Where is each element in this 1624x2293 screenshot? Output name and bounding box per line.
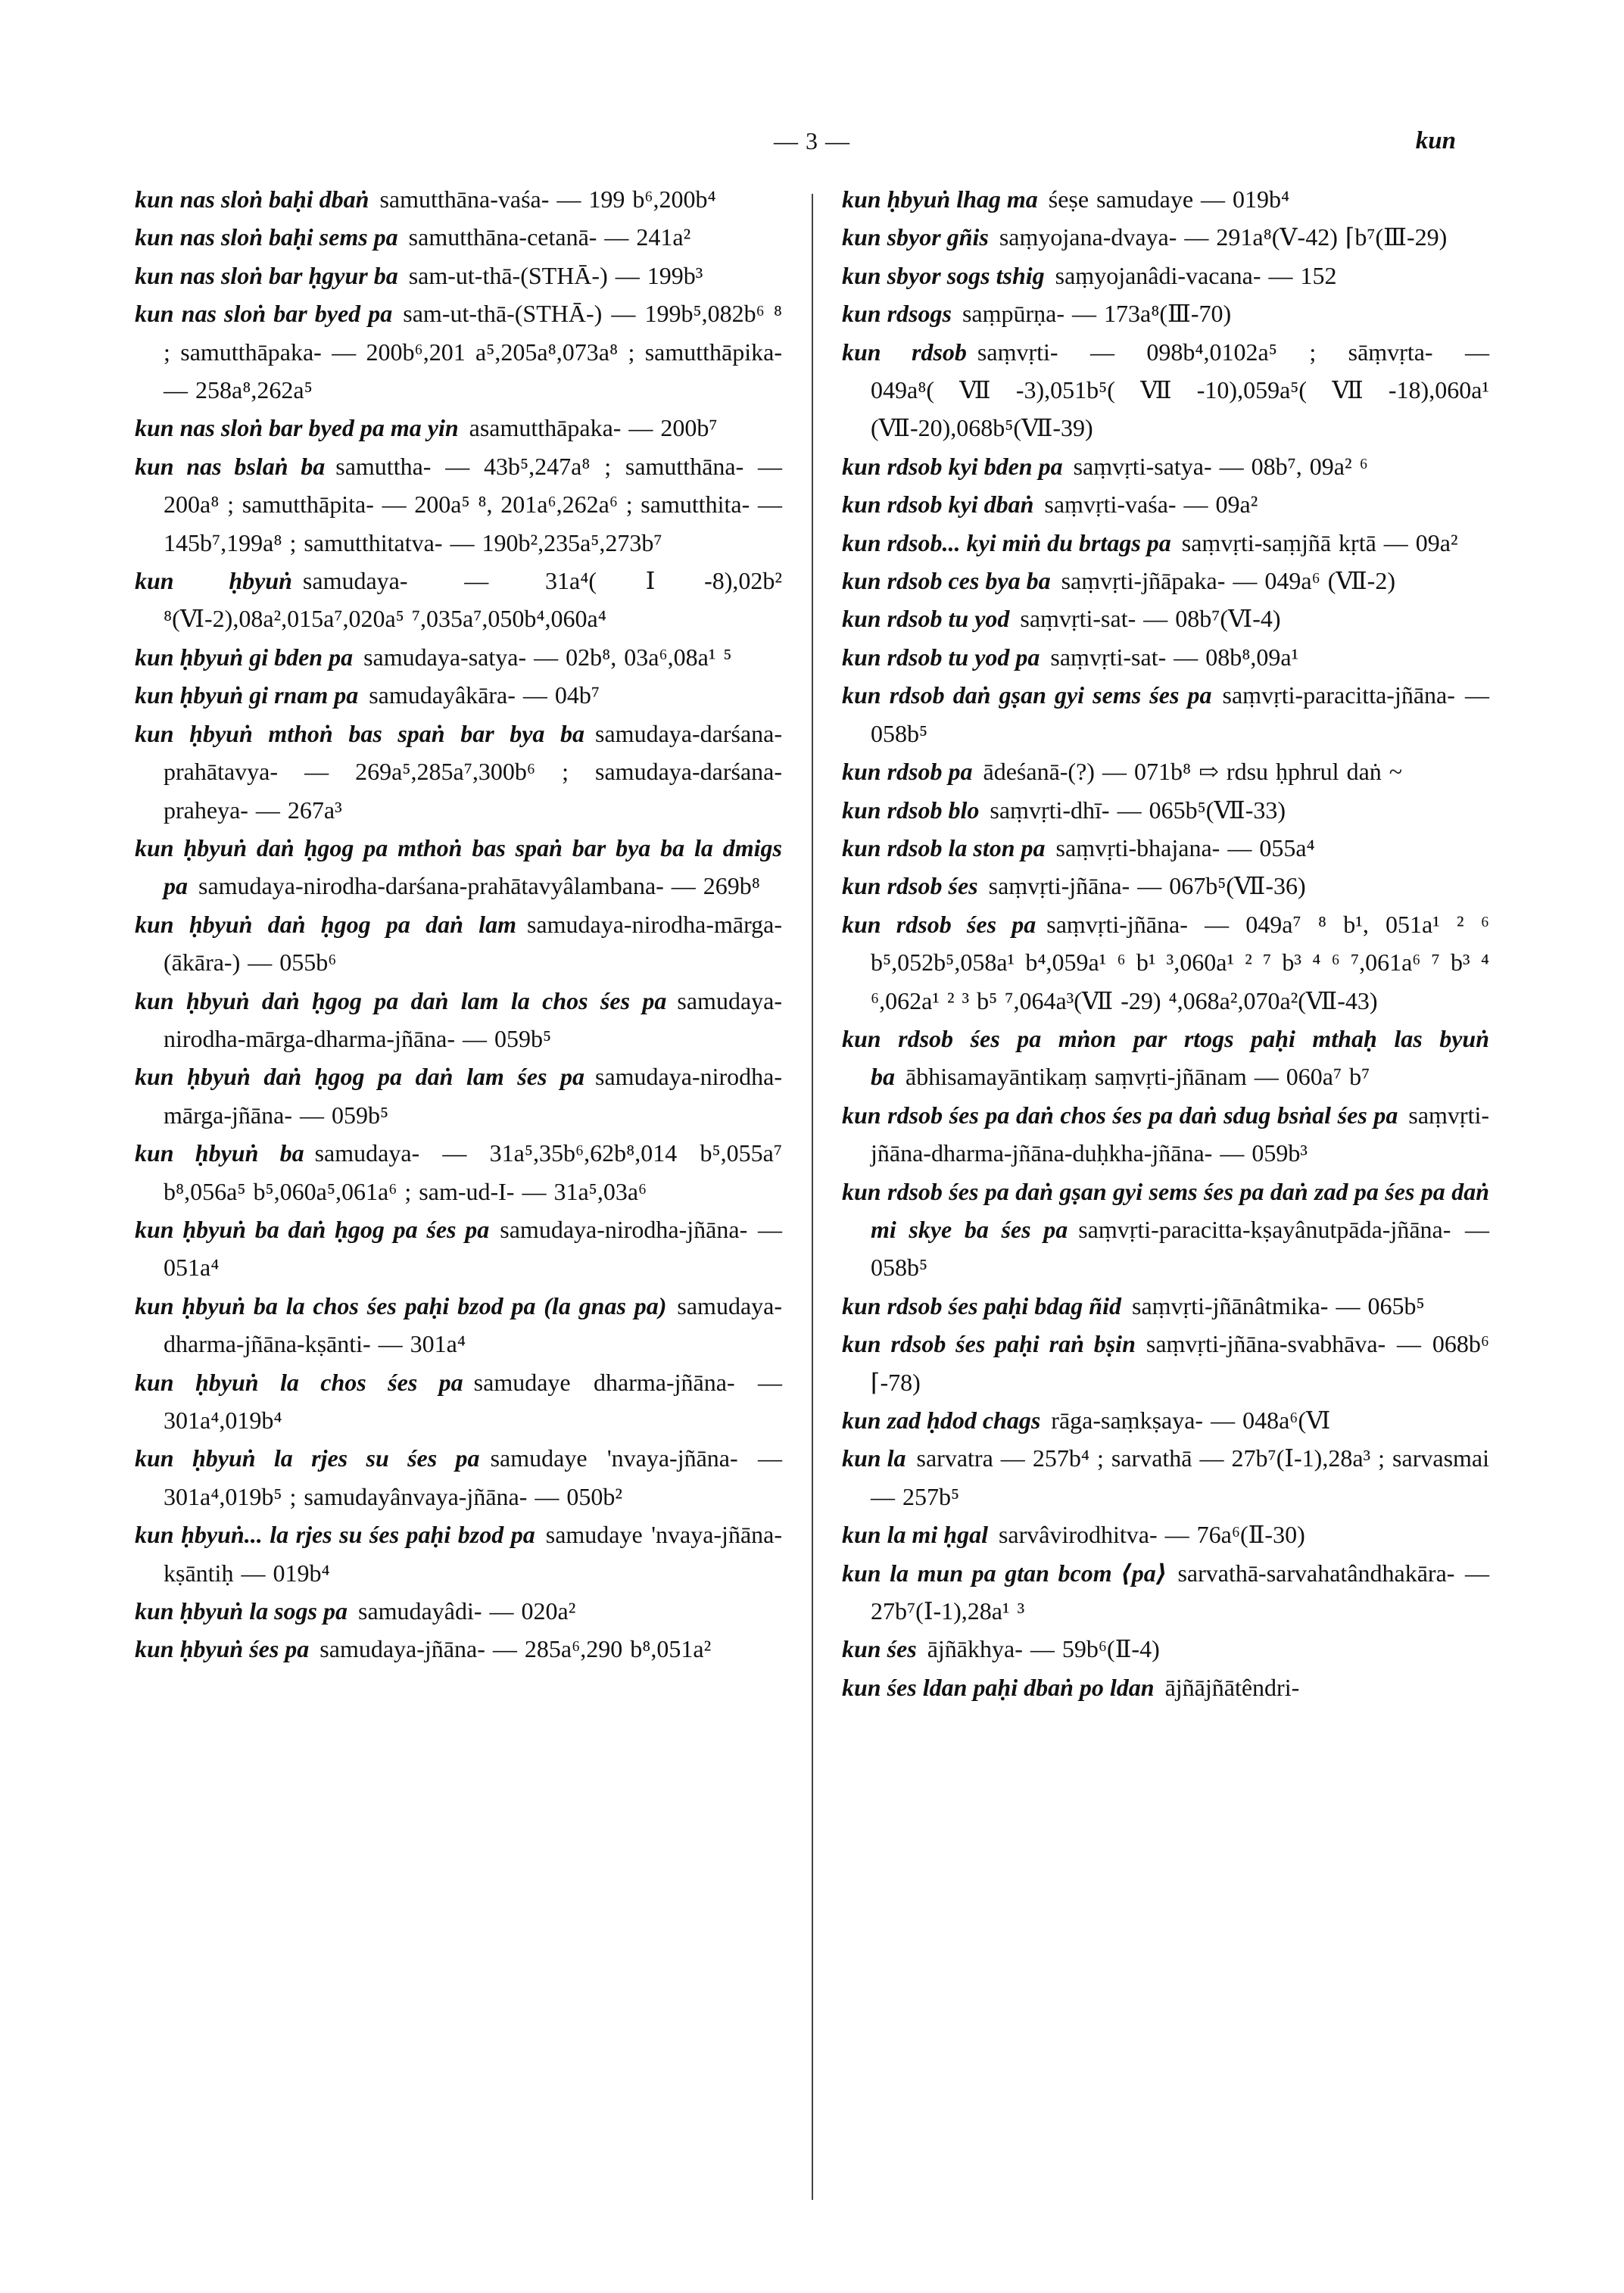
dictionary-entry <box>135 982 782 1058</box>
dictionary-entry <box>135 1134 782 1210</box>
dictionary-entry <box>842 905 1489 1020</box>
entry-gloss: samudaya- — 31a⁴(Ⅰ-8),02b² ⁸(Ⅵ-2),08a²,015a⁷,020a⁵ ⁷,035a⁷,050b⁴,060a⁴ <box>164 567 783 633</box>
entry-headword: kun nas sloṅ baḥi dbaṅ <box>135 185 369 213</box>
dictionary-entry <box>135 715 782 829</box>
dictionary-entry <box>135 829 782 905</box>
entry-gloss: samudaya-jñāna- — 285a⁶,290 b⁸,051a² <box>320 1635 712 1663</box>
dictionary-entry <box>842 600 1489 637</box>
entry-headword: kun zad ḥdod chags <box>842 1407 1041 1434</box>
entry-headword: kun ḥbyuṅ... la rjes su śes paḥi bzod pa <box>135 1521 535 1549</box>
entry-headword: kun rdsob śes pa daṅ chos śes pa daṅ sdug bsṅal śes pa <box>842 1101 1398 1129</box>
dictionary-entry <box>842 1020 1489 1096</box>
dictionary-entry <box>135 1592 782 1630</box>
entry-headword: kun śes ldan paḥi dbaṅ po ldan <box>842 1673 1155 1701</box>
dictionary-entry <box>842 447 1489 485</box>
entry-headword: kun rdsob tu yod <box>842 605 1010 633</box>
entry-gloss: saṃpūrṇa- — 173a⁸(Ⅲ-70) <box>962 300 1232 328</box>
entry-headword: kun sbyor sogs tshig <box>842 261 1045 289</box>
dictionary-entry <box>135 257 782 294</box>
entry-gloss: sam-ut-thā-(STHĀ-) — 199b³ <box>408 261 703 289</box>
dictionary-entry <box>135 1287 782 1363</box>
entry-gloss: samudaya-darśana-prahātavya- — 269a⁵,285a⁷,300b⁶ ; samudaya-darśana-praheya- — 267a³ <box>164 719 782 824</box>
dictionary-entry <box>842 752 1489 790</box>
dictionary-entry <box>135 1439 782 1516</box>
entry-gloss: samudaya-nirodha-mārga-jñāna- — 059b⁵ <box>164 1063 782 1129</box>
entry-headword: kun ḥbyuṅ la rjes su śes pa <box>135 1444 480 1472</box>
dictionary-entry <box>135 294 782 409</box>
entry-gloss: samudayâkāra- — 04b⁷ <box>369 681 600 709</box>
entry-gloss: samudaya-nirodha-mārga-(ākāra-) — 055b⁶ <box>164 910 782 977</box>
entry-gloss: saṃvṛti-vaśa- — 09a² <box>1044 491 1258 519</box>
dictionary-entry <box>842 524 1489 562</box>
entry-headword: kun rdsob kyi dbaṅ <box>842 491 1034 519</box>
dictionary-entry <box>135 409 782 447</box>
dictionary-entry <box>842 791 1489 829</box>
entry-gloss: samudaya-nirodha-mārga-dharma-jñāna- — 059b⁵ <box>164 986 782 1052</box>
entry-gloss: saṃvṛti-sat- — 08b⁷(Ⅵ-4) <box>1020 605 1281 633</box>
entry-headword: kun rdsob la ston pa <box>842 833 1046 861</box>
entry-gloss: samudaya-nirodha-darśana-prahātavyâlambana- — 269b⁸ <box>198 872 760 900</box>
entry-headword: kun rdsob daṅ gṣan gyi sems śes pa <box>842 681 1212 709</box>
entry-headword: kun rdsob śes pa mṅon par rtogs paḥi mthaḥ las byuṅ ba <box>842 1024 1489 1091</box>
entry-gloss: ādeśanā-(?) — 071b⁸ ⇨ rdsu ḥphrul daṅ ~ <box>983 758 1403 786</box>
dictionary-entry <box>135 638 782 676</box>
dictionary-entry <box>842 638 1489 676</box>
entry-gloss: śeṣe samudaye — 019b⁴ <box>1048 185 1290 213</box>
dictionary-entry <box>842 1325 1489 1401</box>
entry-gloss: sarvâvirodhitva- — 76a⁶(Ⅱ-30) <box>998 1521 1305 1549</box>
entry-gloss: samudaya-nirodha-jñāna- — 051a⁴ <box>164 1215 783 1282</box>
entry-gloss: saṃvṛti-jñāna- — 067b⁵(Ⅶ-36) <box>988 872 1306 900</box>
entry-gloss: samuttha- — 43b⁵,247a⁸ ; samutthāna- — 200a⁸ ; samutthāpita- — 200a⁵ ⁸, 201a⁶,262a⁶ ; samutthita- — 145b⁷,199a⁸ ; samutthitatva- — 190b²,235a⁵,273b⁷ <box>164 452 783 556</box>
entry-gloss: saṃvṛti-jñāna- — 049a⁷ ⁸ b¹, 051a¹ ² ⁶ b⁵,052b⁵,058a¹ b⁴,059a¹ ⁶ b¹ ³,060a¹ ² ⁷ b³ ⁴ ⁶ ⁷,061a⁶ ⁷ b³ ⁴ ⁶,062a¹ ² ³ b⁵ ⁷,064a³(Ⅶ -29) ⁴,068a²,070a²(Ⅶ-43) <box>871 910 1490 1014</box>
left-column <box>135 180 782 1668</box>
entry-headword: kun la <box>842 1444 906 1472</box>
entry-headword: kun nas sloṅ bar ḥgyur ba <box>135 261 398 289</box>
entry-headword: kun la mi ḥgal <box>842 1521 988 1549</box>
dictionary-entry <box>842 485 1489 523</box>
entry-headword: kun rdsob blo <box>842 796 980 824</box>
dictionary-entry <box>842 1630 1489 1668</box>
dictionary-entry <box>135 1363 782 1440</box>
dictionary-entry <box>135 218 782 256</box>
entry-headword: kun nas bslaṅ ba <box>135 452 326 480</box>
entry-headword: kun ḥbyuṅ daṅ ḥgog pa daṅ lam <box>135 910 516 938</box>
entry-gloss: ājñākhya- — 59b⁶(Ⅱ-4) <box>927 1635 1160 1663</box>
entry-gloss: saṃvṛti-sat- — 08b⁸,09a¹ <box>1050 643 1299 671</box>
dictionary-entry <box>842 218 1489 256</box>
dictionary-entry <box>842 1516 1489 1553</box>
entry-gloss: saṃvṛti-satya- — 08b⁷, 09a² ⁶ <box>1073 452 1368 480</box>
entry-headword: kun la mun pa gtan bcom ⟨pa⟩ <box>842 1559 1167 1587</box>
entry-gloss: saṃvṛti-paracitta-jñāna- — 058b⁵ <box>871 681 1490 747</box>
entry-gloss: saṃvṛti-jñānâtmika- — 065b⁵ <box>1131 1291 1425 1319</box>
entry-headword: kun nas sloṅ bar byed pa <box>135 300 393 328</box>
entry-headword: kun ḥbyuṅ mthoṅ bas spaṅ bar bya ba <box>135 719 585 747</box>
entry-headword: kun ḥbyuṅ gi rnam pa <box>135 681 359 709</box>
entry-headword: kun rdsob ces bya ba <box>842 567 1051 595</box>
dictionary-entry <box>135 562 782 638</box>
entry-headword: kun rdsob śes paḥi bdag ñid <box>842 1291 1121 1319</box>
entry-gloss: saṃvṛti-bhajana- — 055a⁴ <box>1055 833 1315 861</box>
entry-headword: kun rdsogs <box>842 300 952 328</box>
dictionary-entry <box>842 1401 1489 1439</box>
entry-gloss: samudaye 'nvaya-jñāna- — 301a⁴,019b⁵ ; samudayânvaya-jñāna- — 050b² <box>164 1444 783 1510</box>
entry-gloss: samutthāna-vaśa- — 199 b⁶,200b⁴ <box>379 185 716 213</box>
entry-gloss: asamutthāpaka- — 200b⁷ <box>469 414 718 442</box>
entry-headword: kun śes <box>842 1635 917 1663</box>
dictionary-entry <box>842 1439 1489 1516</box>
entry-headword: kun sbyor gñis <box>842 223 989 251</box>
entry-headword: kun nas sloṅ bar byed pa ma yin <box>135 414 459 442</box>
entry-headword: kun rdsob tu yod pa <box>842 643 1040 671</box>
dictionary-entry <box>842 1287 1489 1325</box>
dictionary-entry <box>135 1210 782 1287</box>
entry-gloss: sam-ut-thā-(STHĀ-) — 199b⁵,082b⁶ ⁸ ; samutthāpaka- — 200b⁶,201 a⁵,205a⁸,073a⁸ ; samutthāpika- — 258a⁸,262a⁵ <box>164 300 783 404</box>
entry-gloss: saṃvṛti-dhī- — 065b⁵(Ⅶ-33) <box>990 796 1286 824</box>
entry-headword: kun ḥbyuṅ ba la chos śes paḥi bzod pa (la gnas pa) <box>135 1291 667 1319</box>
entry-gloss: saṃyojana-dvaya- — 291a⁸(Ⅴ-42) ⌈b⁷(Ⅲ-29) <box>999 223 1448 251</box>
entry-headword: kun ḥbyuṅ gi bden pa <box>135 643 354 671</box>
entry-headword: kun rdsob śes pa daṅ gṣan gyi sems śes pa daṅ zad pa śes pa daṅ mi skye ba śes pa <box>842 1177 1489 1243</box>
entry-headword: kun ḥbyuṅ śes pa <box>135 1635 310 1663</box>
dictionary-entry <box>842 180 1489 218</box>
entry-gloss: saṃyojanâdi-vacana- — 152 <box>1055 261 1337 289</box>
dictionary-entry <box>842 294 1489 332</box>
entry-headword: kun rdsob śes paḥi raṅ bṣin <box>842 1330 1136 1358</box>
entry-headword: kun ḥbyuṅ daṅ ḥgog pa daṅ lam la chos śes pa <box>135 986 667 1014</box>
entry-gloss: ābhisamayāntikaṃ saṃvṛti-jñānam — 060a⁷ b⁷ <box>906 1063 1370 1091</box>
entry-headword: kun rdsob pa <box>842 758 973 786</box>
dictionary-entry <box>842 257 1489 294</box>
entry-gloss: samudaya-satya- — 02b⁸, 03a⁶,08a¹ ⁵ <box>363 643 732 671</box>
entry-gloss: samudayâdi- — 020a² <box>357 1597 576 1625</box>
entry-gloss: samudaye dharma-jñāna- — 301a⁴,019b⁴ <box>164 1368 782 1434</box>
page-header <box>0 127 1624 165</box>
entry-gloss: rāga-saṃkṣaya- — 048a⁶(Ⅵ <box>1051 1407 1331 1434</box>
entry-headword: kun rdsob śes pa <box>842 910 1036 938</box>
dictionary-entry <box>842 1668 1489 1706</box>
dictionary-entry <box>842 1096 1489 1173</box>
entry-gloss: samudaye 'nvaya-jñāna-kṣāntiḥ — 019b⁴ <box>164 1521 783 1587</box>
entry-headword: kun nas sloṅ baḥi sems pa <box>135 223 398 251</box>
entry-headword: kun ḥbyuṅ ba daṅ ḥgog pa śes pa <box>135 1215 490 1243</box>
entry-gloss: samudaya-dharma-jñāna-kṣānti- — 301a⁴ <box>164 1291 782 1358</box>
entry-gloss: saṃvṛti-saṃjñā kṛtā — 09a² <box>1181 528 1458 556</box>
entry-gloss: sarvatra — 257b⁴ ; sarvathā — 27b⁷(Ⅰ-1),28a³ ; sarvasmai — 257b⁵ <box>871 1444 1490 1510</box>
entry-headword: kun rdsob śes <box>842 872 978 900</box>
entry-headword: kun ḥbyuṅ ba <box>135 1139 304 1167</box>
dictionary-entry <box>842 867 1489 905</box>
entry-gloss: saṃvṛti-paracitta-kṣayânutpāda-jñāna- — 058b⁵ <box>871 1215 1489 1282</box>
right-column <box>842 180 1489 1706</box>
dictionary-entry <box>135 1630 782 1668</box>
dictionary-entry <box>842 1173 1489 1287</box>
entry-gloss: saṃvṛti-jñāna-dharma-jñāna-duḥkha-jñāna- — 059b³ <box>871 1101 1489 1167</box>
entry-gloss: ājñājñātêndri- <box>1164 1673 1300 1701</box>
entry-headword: kun ḥbyuṅ la sogs pa <box>135 1597 348 1625</box>
dictionary-entry <box>842 333 1489 447</box>
entry-headword: kun ḥbyuṅ <box>135 567 292 595</box>
running-head: kun <box>1415 127 1456 154</box>
entry-headword: kun rdsob kyi bden pa <box>842 452 1063 480</box>
column-divider <box>812 194 813 2200</box>
dictionary-entry <box>842 562 1489 600</box>
dictionary-entry <box>135 1058 782 1134</box>
entry-headword: kun ḥbyuṅ daṅ ḥgog pa daṅ lam śes pa <box>135 1063 584 1091</box>
dictionary-entry <box>842 676 1489 752</box>
dictionary-entry <box>842 1554 1489 1631</box>
dictionary-entry <box>135 676 782 714</box>
entry-gloss: saṃvṛti-jñāna-svabhāva- — 068b⁶ ⌈-78) <box>871 1330 1490 1396</box>
dictionary-entry <box>135 180 782 218</box>
dictionary-entry <box>135 905 782 982</box>
entry-gloss: saṃvṛti- — 098b⁴,0102a⁵ ; sāṃvṛta- — 049a⁸(Ⅶ-3),051b⁵(Ⅶ-10),059a⁵(Ⅶ-18),060a¹ (Ⅶ-20),068b⁵(Ⅶ-39) <box>871 338 1490 442</box>
entry-headword: kun ḥbyuṅ daṅ ḥgog pa mthoṅ bas spaṅ bar bya ba la dmigs pa <box>135 833 782 900</box>
dictionary-entry <box>135 1516 782 1592</box>
dictionary-entry <box>842 829 1489 867</box>
entry-gloss: saṃvṛti-jñāpaka- — 049a⁶ (Ⅶ-2) <box>1061 567 1395 595</box>
entry-headword: kun ḥbyuṅ la chos śes pa <box>135 1368 463 1396</box>
entry-gloss: samutthāna-cetanā- — 241a² <box>408 223 691 251</box>
entry-headword: kun rdsob <box>842 338 967 366</box>
entry-headword: kun ḥbyuṅ lhag ma <box>842 185 1038 213</box>
entry-gloss: samudaya- — 31a⁵,35b⁶,62b⁸,014 b⁵,055a⁷ b⁸,056a⁵ b⁵,060a⁵,061a⁶ ; sam-ud-I- — 31a⁵,03a⁶ <box>164 1139 782 1205</box>
entry-gloss: sarvathā-sarvahatândhakāra- — 27b⁷(Ⅰ-1),28a¹ ³ <box>871 1559 1490 1625</box>
entry-headword: kun rdsob... kyi miṅ du brtags pa <box>842 528 1171 556</box>
page-number: — 3 — <box>774 127 850 154</box>
dictionary-entry <box>135 447 782 562</box>
